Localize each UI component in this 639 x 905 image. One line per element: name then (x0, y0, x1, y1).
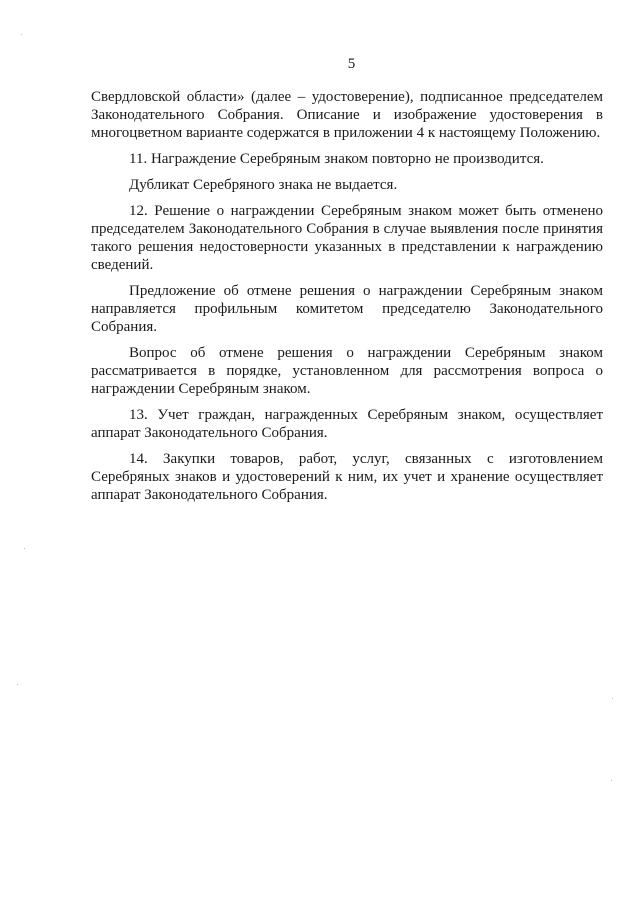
scan-speck (611, 780, 612, 781)
scan-speck (21, 34, 22, 35)
paragraph-item-14: 14. Закупки товаров, работ, услуг, связанных с изготовлением Серебряных знаков и удостоверений к ним, их учет и хранение осуществляет аппарат Законодательного Собрания. (91, 451, 603, 503)
scan-speck (17, 684, 18, 685)
paragraph-procedure: Вопрос об отмене решения о награждении Серебряным знаком рассматривается в порядке, установленном для рассмотрения вопроса о награждении Серебряным знаком. (91, 345, 603, 397)
paragraph-proposal: Предложение об отмене решения о награждении Серебряным знаком направляется профильным комитетом председателю Законодательного Собрания. (91, 283, 603, 335)
page-number: 5 (347, 56, 356, 72)
scan-speck (612, 698, 613, 699)
document-body (91, 88, 603, 512)
paragraph-duplicate: Дубликат Серебряного знака не выдается. (129, 177, 398, 193)
paragraph-item-12: 12. Решение о награждении Серебряным знаком может быть отменено председателем Законодательного Собрания в случае выявления после принятия такого решения недостоверности указанных в представлении к награждению сведений. (91, 203, 603, 273)
scan-speck (24, 548, 25, 549)
paragraph-item-13: 13. Учет граждан, награжденных Серебряным знаком, осуществляет аппарат Законодательного Собрания. (91, 407, 603, 441)
paragraph-item-11: 11. Награждение Серебряным знаком повторно не производится. (129, 151, 544, 167)
paragraph-continuation: Свердловской области» (далее – удостоверение), подписанное председателем Законодательного Собрания. Описание и изображение удостоверения в многоцветном варианте содержатся в приложении 4 к настоящему Положению. (91, 89, 603, 141)
